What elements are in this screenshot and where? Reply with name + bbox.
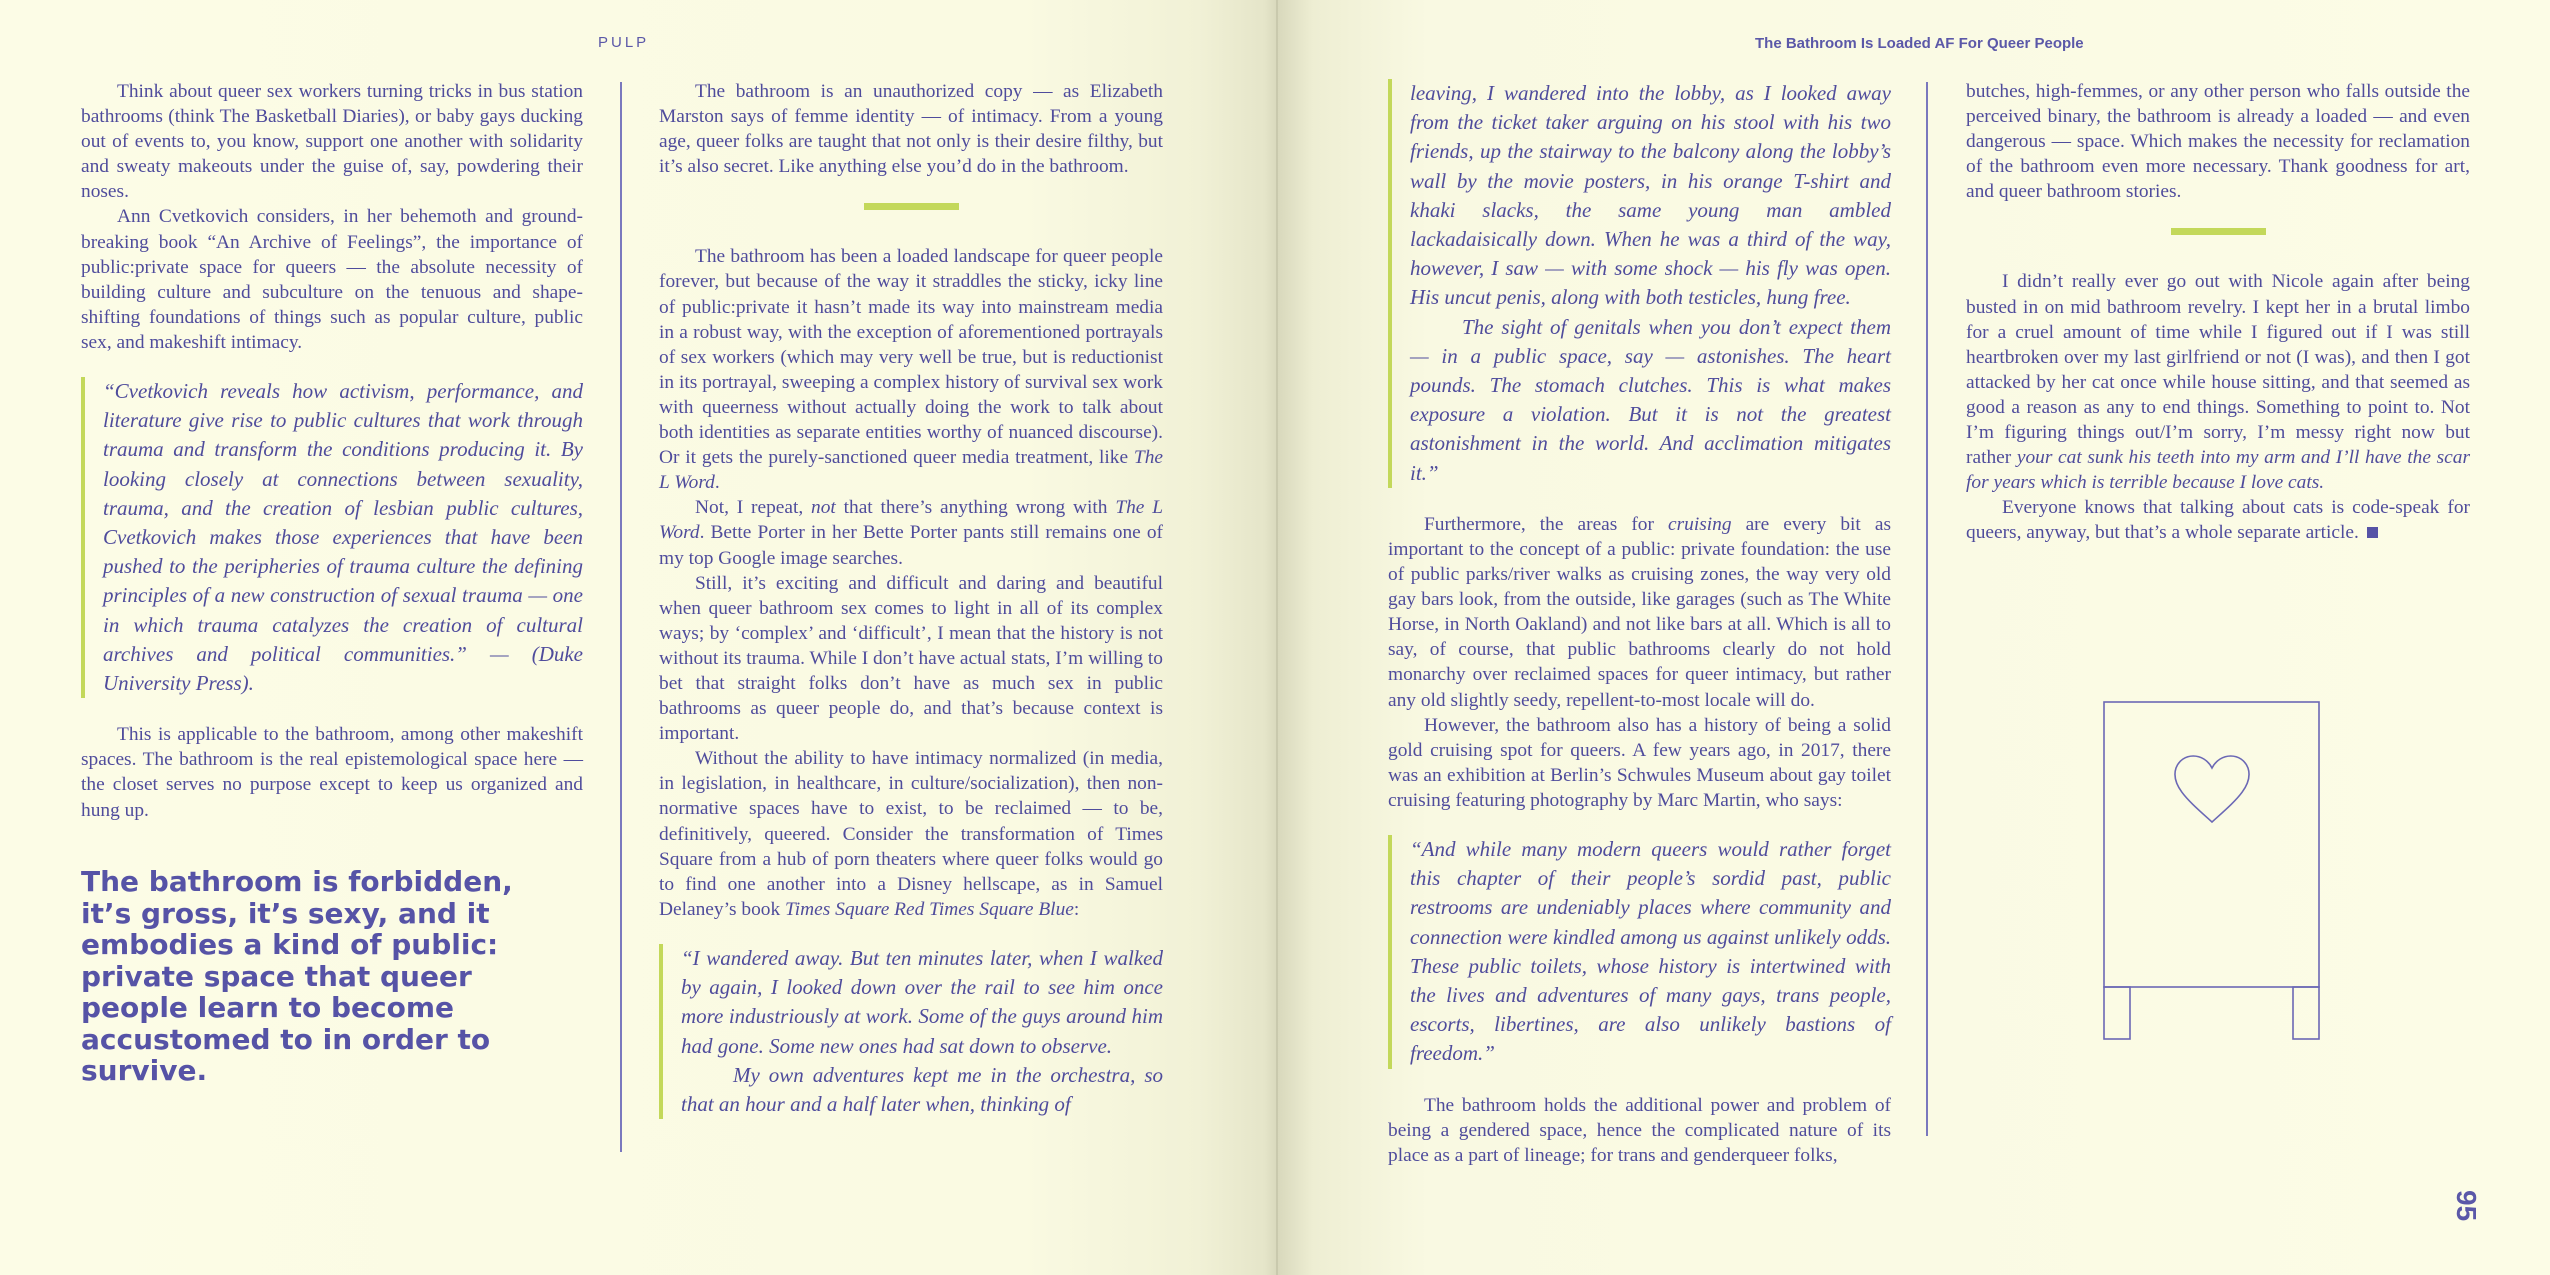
paragraph: I didn’t really ever go out with Nicole again after being busted in on mid bathroom revelry. I kept her in a brutal limbo for a cruel amount of time while I figured out if I was still heartbroken over my last girlfriend or not (I was), and then I got attacked by her cat once while house sitting, and that seemed as good a reason as any to end things. Something to point to. Not I’m figuring things out/I’m sorry, I’m messy right now but rather your cat sunk his teeth into my arm and I’ll have the scar for years which is terrible because I love cats. bbox=[1966, 271, 2470, 494]
paragraph: Without the ability to have intimacy normalized (in media, in legislation, in healthcare, in culture/socialization), then non-normative spaces have to exist, to be reclaimed — to be, definitively, queered. Consider the transformation of Times Square from a hub of porn theaters where queer folks would go to find one another into a Disney hellscape, as in Samuel Delaney’s book Times Square Red Times Square Blue: bbox=[659, 748, 1163, 920]
page-number: 95 bbox=[2451, 1190, 2482, 1222]
section-divider bbox=[2171, 228, 2266, 235]
column-3 bbox=[1388, 79, 1891, 1168]
running-head-right: The Bathroom Is Loaded AF For Queer People bbox=[1755, 35, 2084, 52]
paragraph: The bathroom is an unauthorized copy — as Elizabeth Marston says of femme identity — of intimacy. From a young age, queer folks are taught that not only is their desire filthy, but it’s also secret. Like anything else you’d do in the bathroom. bbox=[659, 81, 1163, 178]
quote-text: My own adventures kept me in the orchestra, so that an hour and a half later when, thinking of bbox=[681, 1062, 1163, 1116]
paragraph: The bathroom holds the additional power and problem of being a gendered space, hence the complicated nature of its place as a part of lineage; for trans and genderqueer folks, bbox=[1388, 1094, 1891, 1166]
block-quote bbox=[1388, 835, 1891, 1069]
paragraph: Think about queer sex workers turning tricks in bus station bathrooms (think The Basketball Diaries), or baby gays ducking out of events to, you know, support one another with solidarity and sweaty makeouts under the guise of, say, powdering their noses. bbox=[81, 81, 583, 203]
column-1 bbox=[81, 79, 583, 823]
column-2 bbox=[659, 79, 1163, 1143]
book-title: The L Word bbox=[659, 447, 1163, 494]
paragraph: Everyone knows that talking about cats is code-speak for queers, anyway, but that’s a whole separate article. bbox=[1966, 497, 2470, 544]
book-gutter bbox=[1276, 0, 1278, 1275]
quote-text: The sight of genitals when you don’t expect them — in a public space, say — astonishes. The heart pounds. The stomach clutches. This is what makes exposure a violation. But it is not the greatest astonishment in the world. And acclimation mitigates it.” bbox=[1410, 314, 1891, 485]
pull-quote: The bathroom is forbidden, it’s gross, it’s sexy, and it embodies a kind of public: private space that queer people learn to become accustomed to in order to survive. bbox=[81, 865, 513, 1087]
column-4 bbox=[1966, 79, 2470, 546]
block-quote bbox=[659, 944, 1163, 1119]
end-mark-icon bbox=[2367, 527, 2378, 538]
paragraph: However, the bathroom also has a history of being a solid gold cruising spot for queers. A few years ago, in 2017, there was an exhibition at Berlin’s Schwules Museum about gay toilet cruising featuring photography by Marc Martin, who says: bbox=[1388, 714, 1891, 811]
column-rule bbox=[620, 82, 622, 1152]
paragraph: Ann Cvetkovich considers, in her behemoth and ground-breaking book “An Archive of Feelings”, the importance of public:private space for queers — the absolute necessity of building culture and subculture on the tenuous and shape-shifting foundations of things such as popular culture, public sex, and makeshift intimacy. bbox=[81, 206, 583, 353]
quote-text: “Cvetkovich reveals how activism, performance, and literature give rise to public cultures that work through trauma and transform the conditions producing it. By looking closely at connections between sexuality, trauma, and the creation of lesbian public cultures, Cvetkovich makes those experiences that have been pushed to the peripheries of trauma culture the defining principles of a new construction of sexual trauma — one in which trauma catalyzes the creation of cultural archives and political communities.” — (Duke University Press). bbox=[103, 379, 583, 696]
paragraph: The bathroom has been a loaded landscape for queer people forever, but because of the way it straddles the sticky, icky line of public:private it hasn’t made its way into mainstream media in a robust way, with the exception of aforementioned portrayals of sex workers (which may very well be true, but is reductionist in its portrayal, sweeping a complex history of survival sex work with queerness without actually doing the work to talk about both identities as separate entities worthy of nuanced discourse). Or it gets the purely-sanctioned queer media treatment, like The L Word. bbox=[659, 246, 1163, 494]
running-head-left: PULP bbox=[598, 34, 650, 51]
section-divider bbox=[864, 203, 959, 210]
block-quote bbox=[81, 377, 583, 698]
quote-text: “I wandered away. But ten minutes later, when I walked by again, I looked down over the rail to see him once more industriously at work. Some of the guys around him had gone. Some new ones had sat down to observe. bbox=[681, 945, 1163, 1058]
book-title: Times Square Red Times Square Blue bbox=[785, 898, 1074, 920]
quote-text: “And while many modern queers would rather forget this chapter of their people’s sordid past, public restrooms are undeniably places where community and connection were kindled among us against unlikely odds. These public toilets, whose history is intertwined with the lives and adventures of many gays, trans people, escorts, libertines, are also unlikely bastions of freedom.” bbox=[1410, 836, 1891, 1066]
book-title: The L Word bbox=[659, 497, 1163, 544]
paragraph: This is applicable to the bathroom, among other makeshift spaces. The bathroom is the real epistemological space here — the closet serves no purpose except to keep us organized and hung up. bbox=[81, 724, 583, 821]
quote-text: leaving, I wandered into the lobby, as I looked away from the ticket taker arguing on his stool with his two friends, up the stairway to the balcony along the lobby’s wall by the movie posters, in his orange T-shirt and khaki slacks, the same young man ambled lackadaisically down. When he was a third of the way, however, I saw — with some shock — his fly was open. His uncut penis, along with both testicles, hung free. bbox=[1410, 81, 1891, 310]
block-quote bbox=[1388, 79, 1891, 488]
stall-door-heart-icon bbox=[2102, 700, 2322, 1042]
paragraph: Still, it’s exciting and difficult and daring and beautiful when queer bathroom sex comes to light in all of its complex ways; by ‘complex’ and ‘difficult’, I mean that the history is not without its trauma. While I don’t have actual stats, I’m willing to bet that straight folks don’t have as much sex in public bathrooms as queer people do, and that’s because context is important. bbox=[659, 572, 1163, 745]
paragraph: Not, I repeat, not that there’s anything wrong with The L Word. Bette Porter in her Bette Porter pants still remains one of my top Google image searches. bbox=[659, 497, 1163, 569]
paragraph: butches, high-femmes, or any other person who falls outside the perceived binary, the bathroom is already a loaded — and even dangerous — space. Which makes the necessity for reclamation of the bathroom even more necessary. Thank goodness for art, and queer bathroom stories. bbox=[1966, 81, 2470, 203]
paragraph: Furthermore, the areas for cruising are every bit as important to the concept of a public: private foundation: the use of public parks/river walks as cruising zones, the way very old gay bars look, from the outside, like garages (such as The White Horse, in North Oakland) and not like bars at all. Which is all to say, of course, that public bathrooms clearly do not hold monarchy over reclaimed spaces for queer intimacy, but rather any old slightly seedy, repellent-to-most locale will do. bbox=[1388, 513, 1891, 711]
column-rule bbox=[1926, 82, 1928, 1136]
